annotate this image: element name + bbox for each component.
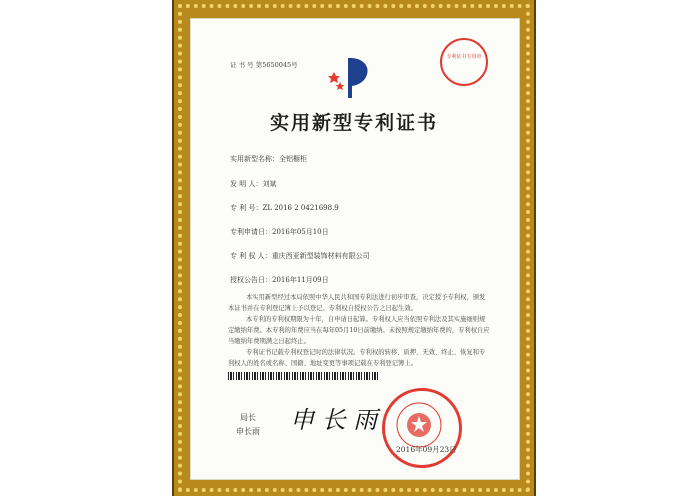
paragraph-3: 专利证书记载专利权登记时的法律状况。专利权的转移、质押、无效、终止、恢复和专利权人的姓名或名称、国籍、地址变更等事项记载在专利登记簿上。	[228, 349, 486, 367]
barcode	[228, 372, 378, 380]
certificate-number: 证 书 号 第5650045号	[230, 61, 298, 69]
small-seal: 专利证书专用章	[440, 38, 488, 86]
certificate-title: 实用新型专利证书	[270, 112, 439, 134]
signatory-name: 申长雨	[236, 427, 260, 436]
field-inventor: 发 明 人：刘斌	[230, 180, 277, 188]
signature: 申 长 雨	[290, 406, 378, 434]
field-patent-number: 专 利 号：ZL 2016 2 0421698.9	[230, 204, 339, 212]
field-application-date: 专利申请日：2016年05月10日	[230, 228, 329, 236]
national-seal	[382, 388, 462, 468]
issue-date: 2016年09月23日	[396, 445, 457, 454]
signatory-title: 局长	[240, 413, 256, 422]
patent-office-logo	[328, 52, 378, 102]
paragraph-2: 本专利的专利权期限为十年，自申请日起算。专利权人应当依照专利法及其实施细则规定缴纳年费。本专利的年费应当在每年05月10日前缴纳。未按照规定缴纳年费的，专利权自应当缴纳年费期满之日起终止。	[228, 316, 490, 345]
field-patentee: 专 利 权 人：重庆西亚新型装饰材料有限公司	[230, 252, 370, 260]
paragraph-1: 本实用新型经过本局依照中华人民共和国专利法进行初步审查，决定授予专利权，颁发本证书并在专利登记簿上予以登记。专利权自授权公告之日起生效。	[228, 294, 486, 312]
field-name: 实用新型名称：全铝橱柜	[230, 155, 307, 163]
field-grant-date: 授权公告日：2016年11月09日	[230, 276, 329, 284]
